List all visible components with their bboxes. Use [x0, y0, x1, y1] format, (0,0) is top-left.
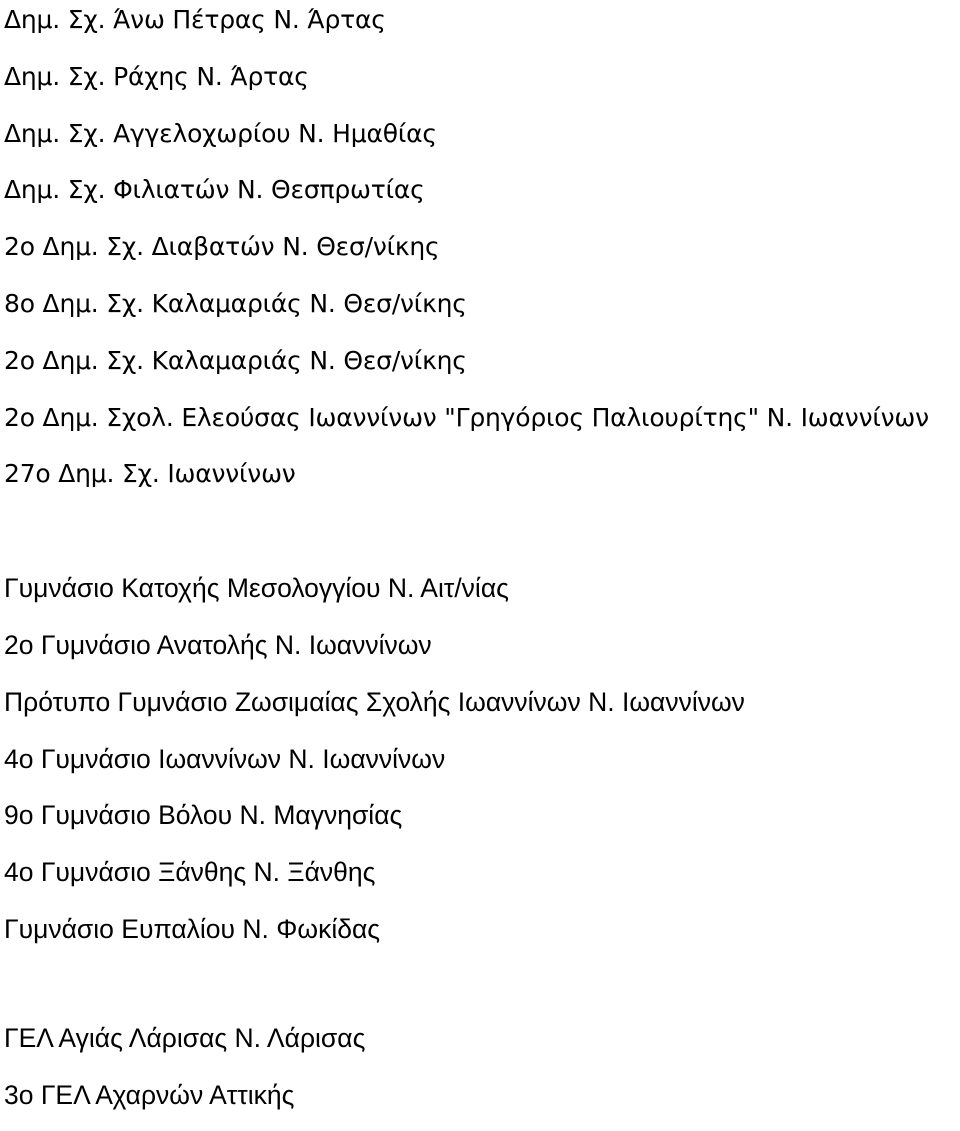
- gymnasiums-list: [4, 568, 956, 966]
- list-item: 4ο Γυμνάσιο Ξάνθης Ν. Ξάνθης: [4, 857, 376, 888]
- list-item: 2ο Γυμνάσιο Ανατολής Ν. Ιωαννίνων: [4, 629, 432, 660]
- list-item: Δημ. Σχ. Αγγελοχωρίου Ν. Ημαθίας: [4, 118, 437, 148]
- list-item: Πρότυπο Γυμνάσιο Ζωσιμαίας Σχολής Ιωαννίνων Ν. Ιωαννίνων: [4, 686, 745, 717]
- list-item: Δημ. Σχ. Φιλιατών Ν. Θεσπρωτίας: [4, 175, 425, 205]
- section-spacer: [4, 511, 956, 568]
- list-item: 9ο Γυμνάσιο Βόλου Ν. Μαγνησίας: [4, 800, 403, 831]
- list-item: 4ο Γυμνάσιο Ιωαννίνων Ν. Ιωαννίνων: [4, 743, 446, 774]
- list-item: ΓΕΛ Αγιάς Λάρισας Ν. Λάρισας: [4, 1022, 366, 1053]
- lyceums-list: [4, 1018, 956, 1131]
- list-item: 2ο Δημ. Σχολ. Ελεούσας Ιωαννίνων "Γρηγόριος Παλιουρίτης" Ν. Ιωαννίνων: [4, 402, 929, 432]
- list-item: Γυμνάσιο Ευπαλίου Ν. Φωκίδας: [4, 913, 381, 944]
- list-item: 27ο Δημ. Σχ. Ιωαννίνων: [4, 459, 296, 489]
- list-item: 8ο Δημ. Σχ. Καλαμαριάς Ν. Θεσ/νίκης: [4, 288, 467, 318]
- list-item: Δημ. Σχ. Ράχης Ν. Άρτας: [4, 61, 309, 91]
- list-item: 2ο Δημ. Σχ. Καλαμαριάς Ν. Θεσ/νίκης: [4, 345, 467, 375]
- list-item: 3ο ΓΕΛ Αχαρνών Αττικής: [4, 1079, 295, 1110]
- primary-schools-list: [4, 0, 956, 511]
- section-spacer: [4, 966, 956, 1018]
- list-item: Γυμνάσιο Κατοχής Μεσολογγίου Ν. Αιτ/νίας: [4, 573, 509, 604]
- list-item: Δημ. Σχ. Άνω Πέτρας Ν. Άρτας: [4, 5, 386, 34]
- list-item: 2ο Δημ. Σχ. Διαβατών Ν. Θεσ/νίκης: [4, 232, 440, 262]
- school-list-document: [4, 0, 956, 1131]
